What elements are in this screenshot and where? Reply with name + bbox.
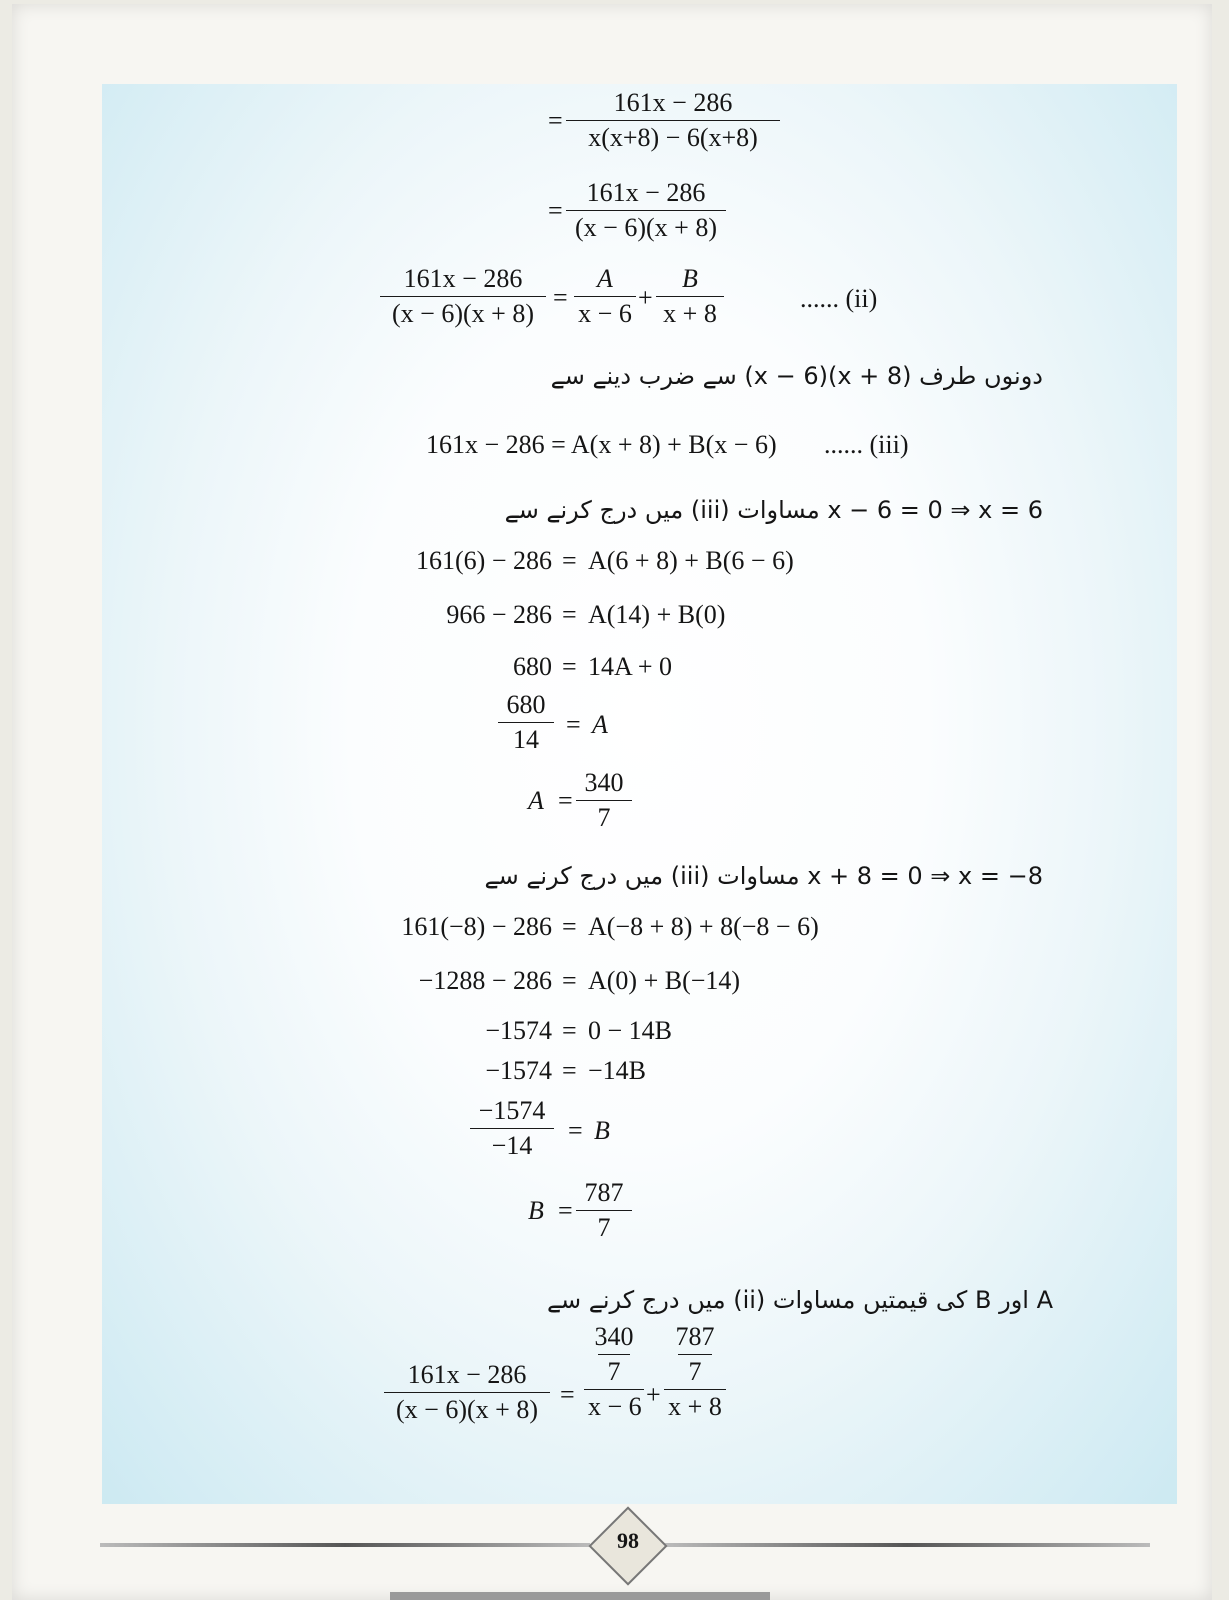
sub2-rhs-3: 0 − 14B: [588, 1016, 673, 1045]
equals-sign: =: [568, 1116, 583, 1145]
sub2-rhs-1: A(−8 + 8) + 8(−8 − 6): [588, 912, 819, 941]
equation-label-iii: ...... (iii): [824, 430, 909, 459]
numerator: 680: [506, 690, 546, 719]
sub2-lhs-2: −1288 − 286: [418, 966, 552, 995]
variable-b: B: [594, 1116, 610, 1145]
sub2-lhs-1: 161(−8) − 286: [401, 912, 552, 941]
denominator: (x − 6)(x + 8): [396, 1395, 538, 1424]
footer-rule-left: [100, 1543, 590, 1547]
value-b-symbol: [594, 1116, 610, 1146]
fraction-step2: [566, 178, 726, 243]
nested-numerator: 787: [675, 1322, 715, 1351]
final-lhs-fraction: [384, 1360, 550, 1425]
equation-label-ii: ...... (ii): [800, 284, 878, 313]
urdu-instruction-final: A اور B کی قیمتیں مساوات (ii) میں درج کرنے سے: [546, 1286, 1053, 1314]
nested-numerator: 340: [594, 1322, 634, 1351]
numerator: 161x − 286: [613, 88, 733, 117]
plus-sign: +: [646, 1380, 661, 1409]
value-a-symbol: [592, 710, 608, 740]
urdu-instruction-substitute-6: x − 6 = 0 ⇒ x = 6 مساوات (iii) میں درج کرنے سے: [504, 496, 1043, 524]
sub2-lhs-4: −1574: [485, 1056, 552, 1085]
plus-sign: +: [638, 283, 653, 312]
numerator: 161x − 286: [403, 264, 523, 293]
footer-rule-right: [664, 1543, 1150, 1547]
equals-sign: =: [562, 652, 577, 681]
result-b-lhs: [528, 1196, 544, 1226]
numerator: A: [597, 264, 613, 293]
page-number: 98: [617, 1528, 639, 1553]
equals-sign: =: [562, 546, 577, 575]
numerator: 161x − 286: [407, 1360, 527, 1389]
equals-sign: =: [548, 106, 563, 135]
equals-sign: =: [562, 912, 577, 941]
urdu-instruction-substitute-minus8: x + 8 = 0 ⇒ x = −8 مساوات (iii) میں درج کرنے سے: [484, 862, 1043, 890]
equals-sign: =: [548, 196, 563, 225]
equals-sign: =: [558, 786, 573, 815]
denominator: (x − 6)(x + 8): [392, 299, 534, 328]
equals-sign: =: [562, 1056, 577, 1085]
numerator: 340: [584, 768, 624, 797]
urdu-instruction-multiply: دونوں طرف (x + 8)(x − 6) سے ضرب دینے سے: [550, 362, 1043, 390]
sub1-lhs-2: 966 − 286: [446, 600, 552, 629]
fraction-step1: [566, 88, 780, 153]
denominator: 7: [597, 803, 611, 832]
fraction-680-14: [498, 690, 554, 755]
numerator: B: [682, 264, 698, 293]
numerator: −1574: [478, 1096, 546, 1125]
final-b-fraction: [664, 1322, 726, 1422]
variable-a: A: [592, 710, 608, 739]
eq2-b-fraction: [656, 264, 724, 329]
sub1-lhs-3: 680: [513, 652, 552, 681]
eq2-lhs-fraction: [380, 264, 546, 329]
denominator: −14: [491, 1131, 533, 1160]
eq2-a-fraction: [574, 264, 636, 329]
equals-sign: =: [562, 1016, 577, 1045]
equation-iii: 161x − 286 = A(x + 8) + B(x − 6): [426, 430, 777, 459]
fraction-340-7: [576, 768, 632, 833]
denominator: 7: [597, 1213, 611, 1242]
sub1-lhs-1: 161(6) − 286: [416, 546, 552, 575]
nested-denominator: 7: [607, 1357, 621, 1386]
fraction-787-7: [576, 1178, 632, 1243]
denominator: x − 6: [578, 299, 632, 328]
sub1-rhs-3: 14A + 0: [588, 652, 673, 681]
denominator: x − 6: [588, 1392, 642, 1421]
sub1-rhs-1: A(6 + 8) + B(6 − 6): [588, 546, 794, 575]
sub2-rhs-2: A(0) + B(−14): [588, 966, 741, 995]
numerator: 161x − 286: [586, 178, 706, 207]
denominator: (x − 6)(x + 8): [575, 213, 717, 242]
denominator: x + 8: [668, 1392, 722, 1421]
nested-denominator: 7: [688, 1357, 702, 1386]
equals-sign: =: [562, 600, 577, 629]
sub2-rhs-4: −14B: [588, 1056, 647, 1085]
denominator: x + 8: [663, 299, 717, 328]
equals-sign: =: [566, 710, 581, 739]
variable-b: B: [528, 1196, 544, 1225]
denominator: x(x+8) − 6(x+8): [588, 123, 758, 152]
equals-sign: =: [562, 966, 577, 995]
equals-sign: =: [558, 1196, 573, 1225]
fraction-1574-14: [470, 1096, 554, 1161]
denominator: 14: [513, 725, 539, 754]
bottom-binding-strip: [390, 1592, 770, 1600]
numerator: 787: [584, 1178, 624, 1207]
result-a-lhs: [528, 786, 544, 816]
equals-sign: =: [553, 283, 568, 312]
final-a-fraction: [584, 1322, 644, 1422]
sub1-rhs-2: A(14) + B(0): [588, 600, 726, 629]
variable-a: A: [528, 786, 544, 815]
sub2-lhs-3: −1574: [485, 1016, 552, 1045]
equals-sign: =: [560, 1380, 575, 1409]
